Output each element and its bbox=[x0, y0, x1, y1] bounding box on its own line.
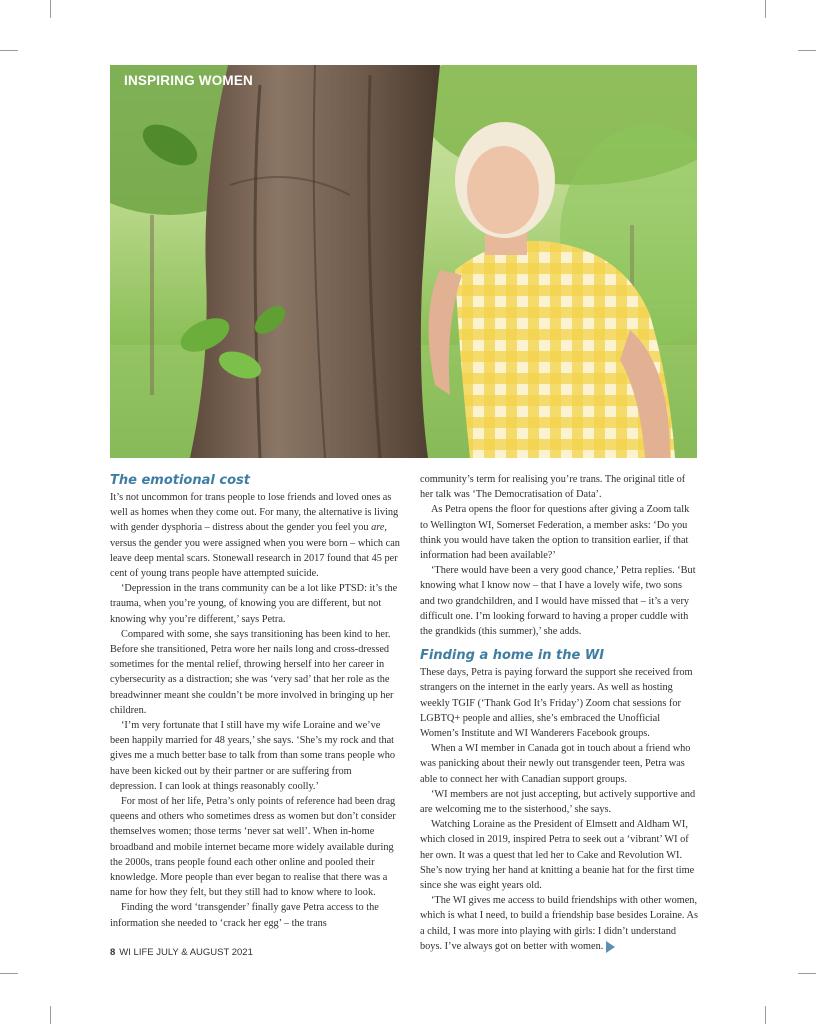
crop-mark bbox=[765, 0, 766, 18]
paragraph-text: It’s not uncommon for trans people to lose friends and loved ones as well as homes when they come out. For many, the alternative is living with gender dysphoria – distress about the gender you feel you bbox=[110, 492, 399, 534]
paragraph: Finding the word ‘transgender’ finally gave Petra access to the information she needed to ‘crack her egg’ – the trans bbox=[110, 902, 379, 929]
paragraph: ‘Depression in the trans community can be a lot like PTSD: it’s the trauma, when you’re young, of knowing you are different, but not knowing why you’re different,’ says Petra. bbox=[110, 583, 398, 625]
crop-mark bbox=[0, 50, 18, 51]
publication-name: WI LIFE JULY & AUGUST 2021 bbox=[119, 947, 253, 958]
paragraph-text: ‘The WI gives me access to build friendships with other women, which is what I need, to build a friendship base besides Loraine. As a child, I was more into playing with girls: I didn’t understand boys. I’ve always got on better with women. bbox=[420, 895, 698, 952]
paragraph: ‘There would have been a very good chance,’ Petra replies. ‘But knowing what I know now – that I have a lovely wife, two sons and two grandchildren, and I would have missed that – it’s a very difficult one. I’m looking forward to having a proper cuddle with the grandkids (this summer),’ she adds. bbox=[420, 565, 696, 638]
paragraph: Compared with some, she says transitioning has been kind to her. Before she transitioned, Petra wore her nails long and cross-dressed sometimes for the mental relief, throwing herself into her career in cybersecurity as a distraction; she was ‘very sad’ that her role as the breadwinner meant she couldn’t be more involved in bringing up her children. bbox=[110, 628, 394, 716]
crop-mark bbox=[50, 0, 51, 18]
hero-photo bbox=[110, 65, 697, 458]
subhead-emotional-cost: The emotional cost bbox=[110, 473, 250, 488]
section-label: INSPIRING WOMEN bbox=[124, 73, 254, 88]
paragraph: ‘I’m very fortunate that I still have my wife Loraine and we’ve been happily married for 48 years,’ she says. ‘She’s my rock and that gives me a much better base to talk from than some trans people who have been kicked out by their partner or are suffering from depression. I can look at things reasonably coolly.’ bbox=[110, 720, 396, 792]
paragraph: As Petra opens the floor for questions after giving a Zoom talk to Wellington WI, Somerset Federation, a member asks: ‘Do you think you would have taken the option to transition earlier, if that information had been available?’ bbox=[420, 504, 690, 562]
paragraph bbox=[110, 490, 400, 581]
crop-mark bbox=[798, 973, 816, 974]
paragraph: Watching Loraine as the President of Elmsett and Aldham WI, which closed in 2019, inspired Petra to seek out a ‘vibrant’ WI of her own. It was a quest that led her to Cake and Revolution WI. She’s now trying her hand at knitting a beanie hat for the first time since she was eight years old. bbox=[420, 819, 695, 892]
emphasis-text: are bbox=[371, 522, 385, 534]
page-footer bbox=[110, 947, 253, 958]
subhead-finding-a-home: Finding a home in the WI bbox=[420, 648, 605, 664]
article-column-right bbox=[420, 472, 698, 954]
page-number: 8 bbox=[110, 947, 116, 958]
article-column-left bbox=[110, 472, 400, 931]
paragraph: These days, Petra is paying forward the support she received from strangers on the internet in the early years. As well as hosting weekly TGIF (‘Thank God It’s Friday’) Zoom chat sessions for LGBTQ+ people and allies, she’s embraced the Unofficial Women’s Institute and WI Wanderers Facebook groups. bbox=[420, 667, 693, 740]
crop-mark bbox=[798, 50, 816, 51]
paragraph: For most of her life, Petra’s only points of reference had been drag queens and others who sometimes dress as women but don’t consider themselves women; those terms ‘never sat well’. When in-home broadband and mobile internet became more widely available during the 2000s, trans people found each other online and pooled their knowledge. More people than ever began to realise that there was a name for how they felt, but they still had to know where to look. bbox=[110, 796, 396, 899]
crop-mark bbox=[765, 1006, 766, 1024]
paragraph: When a WI member in Canada got in touch about a friend who was panicking about their newly out transgender teen, Petra was able to connect her with Canadian support groups. bbox=[420, 743, 691, 785]
paragraph bbox=[420, 893, 698, 954]
paragraph-text: , versus the gender you were assigned when you were born – which can leave deep mental scars. Stonewall research in 2017 found that 45 per cent of young trans people have attempted suicide. bbox=[110, 522, 400, 580]
crop-mark bbox=[0, 973, 18, 974]
photo-illustration bbox=[110, 65, 697, 458]
crop-mark bbox=[50, 1006, 51, 1024]
paragraph: community’s term for realising you’re trans. The original title of her talk was ‘The Democratisation of Data’. bbox=[420, 474, 686, 501]
end-mark-icon bbox=[606, 941, 615, 953]
paragraph: ‘WI members are not just accepting, but actively supportive and are welcoming me to the sisterhood,’ she says. bbox=[420, 788, 696, 816]
